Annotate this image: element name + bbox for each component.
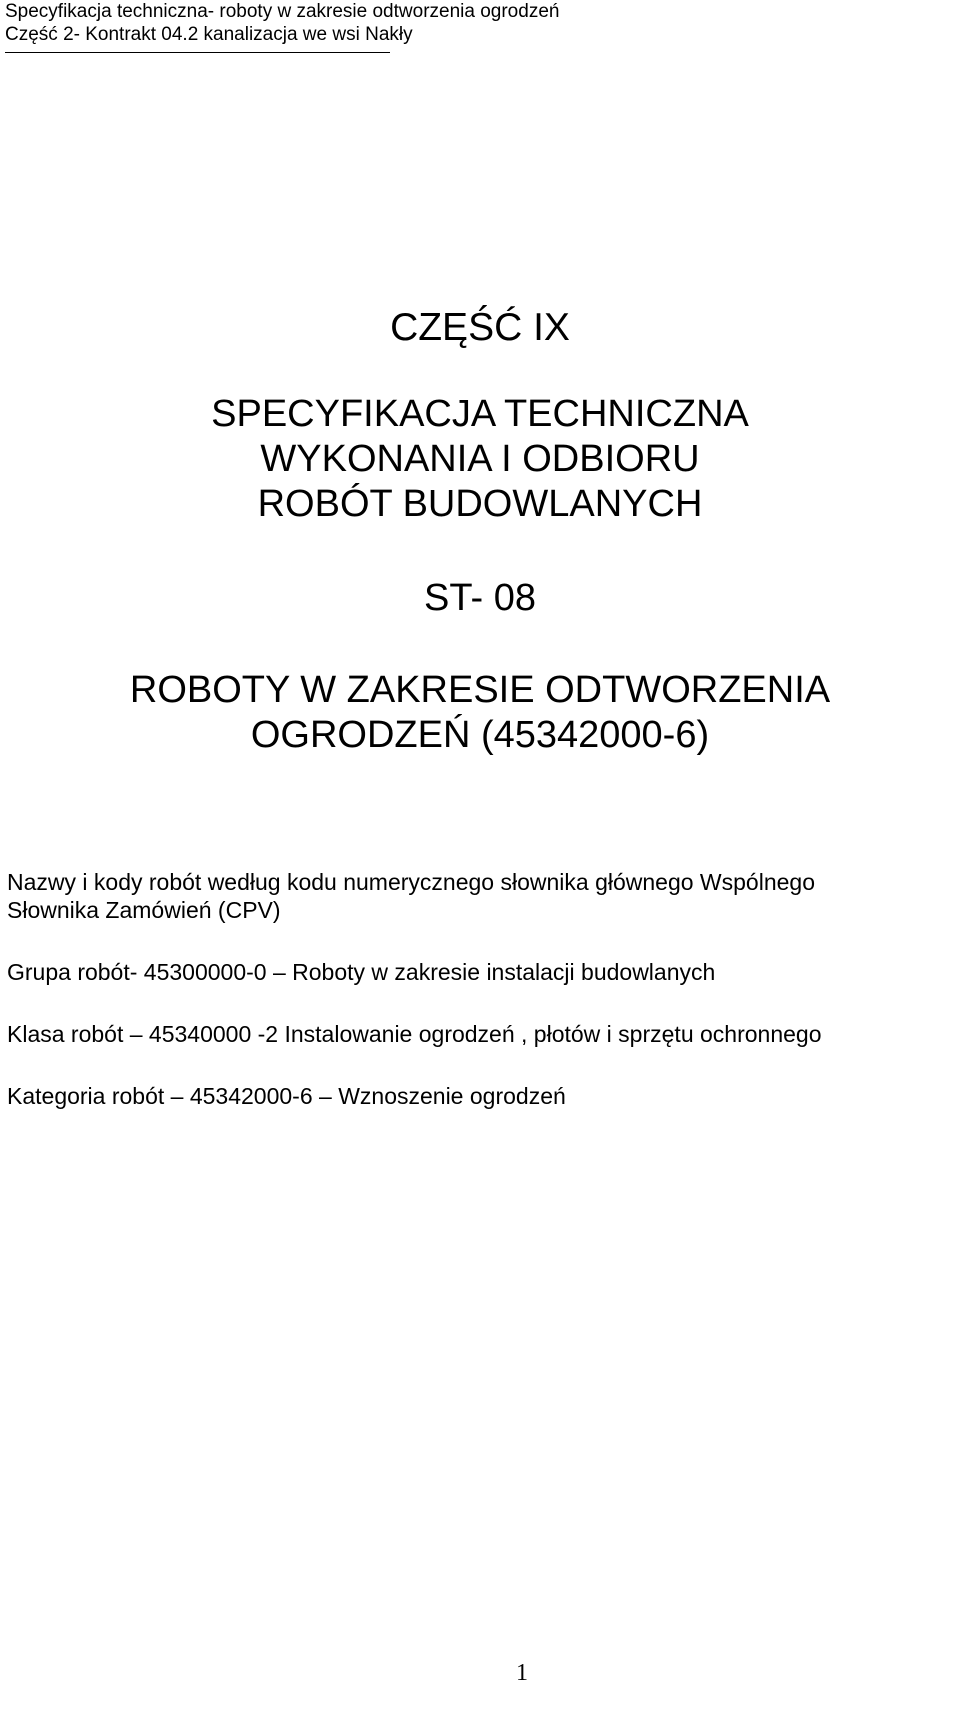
- spec-title-line: ROBÓT BUDOWLANYCH: [257, 483, 703, 525]
- header-divider: [5, 52, 390, 53]
- cpv-intro-line: Słownika Zamówień (CPV): [7, 897, 281, 923]
- cpv-class: [7, 1020, 955, 1048]
- part-number: CZĘŚĆ IX: [390, 306, 570, 349]
- header-contract-name: Część 2- Kontrakt 04.2 kanalizacja we wsi Nakły: [5, 24, 413, 45]
- page-number: 1: [516, 1660, 528, 1686]
- scope-title-line: OGRODZEŃ (45342000-6): [250, 714, 710, 756]
- cpv-codes-section: [7, 868, 955, 1144]
- scope-title-line: ROBOTY W ZAKRESIE ODTWORZENIA: [129, 669, 831, 711]
- scope-title: [0, 668, 960, 758]
- cpv-category-text: Kategoria robót – 45342000-6 – Wznoszenie ogrodzeń: [7, 1083, 566, 1109]
- part-heading: [0, 305, 960, 350]
- spec-title-line: SPECYFIKACJA TECHNICZNA: [211, 393, 749, 435]
- spec-code-heading: [0, 576, 960, 621]
- cpv-intro-line: Nazwy i kody robót według kodu numerycznego słownika głównego Wspólnego: [7, 869, 815, 895]
- spec-title-line: WYKONANIA I ODBIORU: [260, 438, 700, 480]
- cpv-class-text: Klasa robót – 45340000 -2 Instalowanie ogrodzeń , płotów i sprzętu ochronnego: [7, 1021, 822, 1047]
- cpv-group: [7, 958, 955, 986]
- running-header: [5, 0, 559, 46]
- specification-title: [0, 392, 960, 527]
- header-document-title: Specyfikacja techniczna- roboty w zakresie odtworzenia ogrodzeń: [5, 1, 560, 22]
- spec-code: ST- 08: [424, 577, 536, 619]
- cpv-category: [7, 1082, 955, 1110]
- cpv-intro: [7, 868, 955, 924]
- cpv-group-text: Grupa robót- 45300000-0 – Roboty w zakresie instalacji budowlanych: [7, 959, 716, 985]
